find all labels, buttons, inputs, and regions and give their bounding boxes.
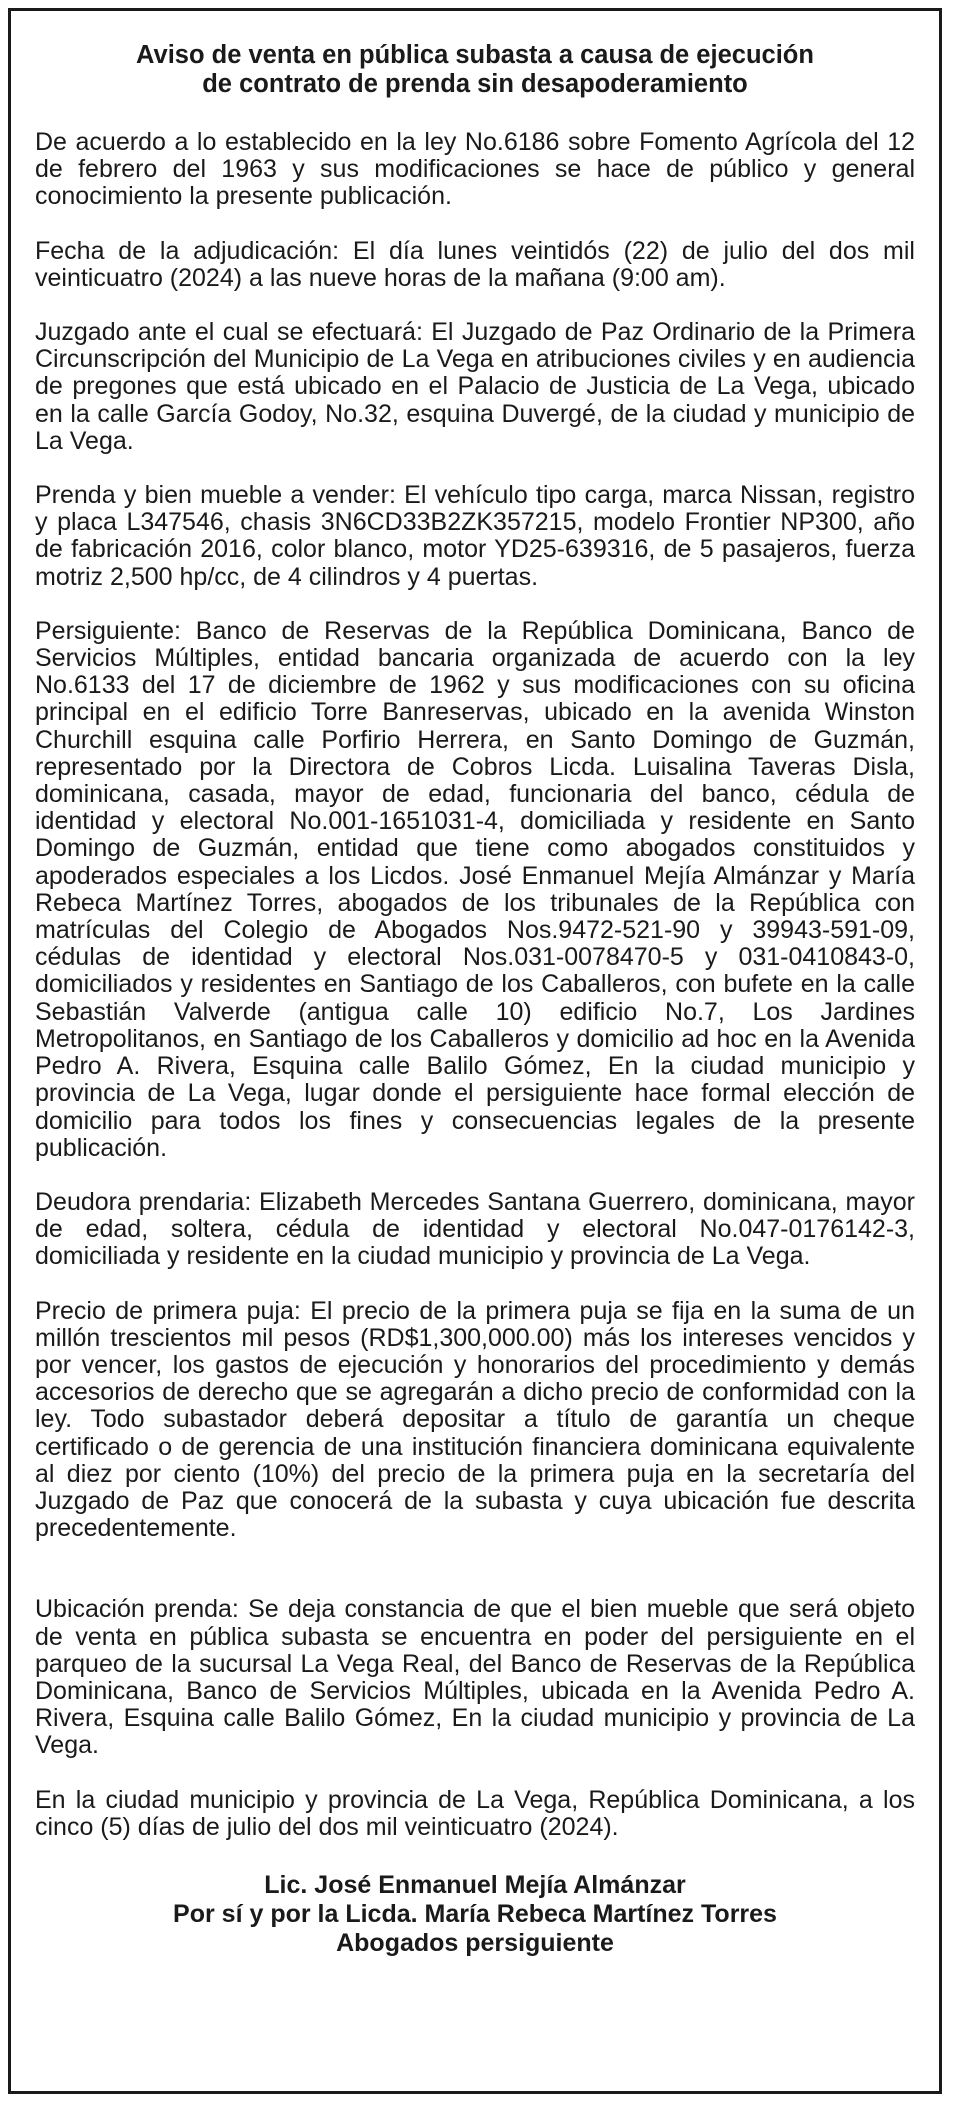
pledged-property-paragraph: Prenda y bien mueble a vender: El vehículo tipo carga, marca Nissan, registro y placa L347546, chasis 3N6CD33B2ZK357215, modelo Frontier NP300, año de fabricación 2016, color blanco, motor YD25-639316, de 5 pasajeros, fuerza motriz 2,500 hp/cc, de 4 cilindros y 4 puertas. <box>35 481 915 591</box>
signature-on-behalf: Por sí y por la Licda. María Rebeca Martínez Torres <box>173 1899 777 1928</box>
legal-basis-paragraph: De acuerdo a lo establecido en la ley No.6186 sobre Fomento Agrícola del 12 de febrero del 1963 y sus modificaciones se hace de público y general conocimiento la presente publicación. <box>35 128 915 211</box>
pursuing-party-paragraph: Persiguiente: Banco de Reservas de la República Dominicana, Banco de Servicios Múltiples, entidad bancaria organizada de acuerdo con la ley No.6133 del 17 de diciembre de 1962 y sus modificaciones con su oficina principal en el edificio Torre Banreservas, ubicado en la avenida Winston Churchill esquina calle Porfirio Herrera, en Santo Domingo de Guzmán, representado por la Directora de Cobros Licda. Luisalina Taveras Disla, dominicana, casada, mayor de edad, funcionaria del banco, cédula de identidad y electoral No.001-1651031-4, domiciliada y residente en Santo Domingo de Guzmán, entidad que tiene como abogados constituidos y apoderados especiales a los Licdos. José Enmanuel Mejía Almánzar y María Rebeca Martínez Torres, abogados de los tribunales de la República con matrículas del Colegio de Abogados Nos.9472-521-90 y 39943-591-09, cédulas de identidad y electoral Nos.031-0078470-5 y 031-0410843-0, domiciliados y residentes en Santiago de los Caballeros, con bufete en la calle Sebastián Valverde (antigua calle 10) edificio No.7, Los Jardines Metropolitanos, en Santiago de los Caballeros y domicilio ad hoc en la Avenida Pedro A. Rivera, Esquina calle Balilo Gómez, En la ciudad municipio y provincia de La Vega, lugar donde el persiguiente hace formal elección de domicilio para todos los fines y consecuencias legales de la presente publicación. <box>35 616 915 1162</box>
court-paragraph: Juzgado ante el cual se efectuará: El Juzgado de Paz Ordinario de la Primera Circunscripción del Municipio de La Vega en atribuciones civiles y en audiencia de pregones que está ubicado en el Palacio de Justicia de La Vega, ubicado en la calle García Godoy, No.32, esquina Duvergé, de la ciudad y municipio de La Vega. <box>35 318 915 455</box>
signature-block <box>35 1871 915 1958</box>
signature-role: Abogados persiguiente <box>336 1928 614 1957</box>
title-line-1: Aviso de venta en pública subasta a causa de ejecución <box>136 41 814 69</box>
pledge-location-paragraph: Ubicación prenda: Se deja constancia de que el bien mueble que será objeto de venta en pública subasta se encuentra en poder del persiguiente en el parqueo de la sucursal La Vega Real, del Banco de Reservas de la República Dominicana, Banco de Servicios Múltiples, ubicada en la Avenida Pedro A. Rivera, Esquina calle Balilo Gómez, En la ciudad municipio y provincia de La Vega. <box>35 1595 915 1760</box>
notice-title <box>35 41 915 99</box>
title-line-2: de contrato de prenda sin desapoderamiento <box>202 70 748 98</box>
adjudication-date-paragraph: Fecha de la adjudicación: El día lunes veintidós (22) de julio del dos mil veinticuatro (2024) a las nueve horas de la mañana (9:00 am). <box>35 236 915 292</box>
first-bid-price-paragraph: Precio de primera puja: El precio de la primera puja se fija en la suma de un millón trescientos mil pesos (RD$1,300,000.00) más los intereses vencidos y por vencer, los gastos de ejecución y honorarios del procedimiento y demás accesorios de derecho que se agregarán a dicho precio de conformidad con la ley. Todo subastador deberá depositar a título de garantía un cheque certificado o de gerencia de una institución financiera dominicana equivalente al diez por ciento (10%) del precio de la primera puja en la secretaría del Juzgado de Paz que conocerá de la subasta y cuya ubicación fue descrita precedentemente. <box>35 1296 915 1543</box>
debtor-paragraph: Deudora prendaria: Elizabeth Mercedes Santana Guerrero, dominicana, mayor de edad, soltera, cédula de identidad y electoral No.047-0176142-3, domiciliada y residente en la ciudad municipio y provincia de La Vega. <box>35 1187 915 1271</box>
notice-frame <box>8 8 942 2094</box>
place-and-date-paragraph: En la ciudad municipio y provincia de La Vega, República Dominicana, a los cinco (5) días de julio del dos mil veinticuatro (2024). <box>35 1785 915 1841</box>
signature-name: Lic. José Enmanuel Mejía Almánzar <box>264 1870 686 1899</box>
